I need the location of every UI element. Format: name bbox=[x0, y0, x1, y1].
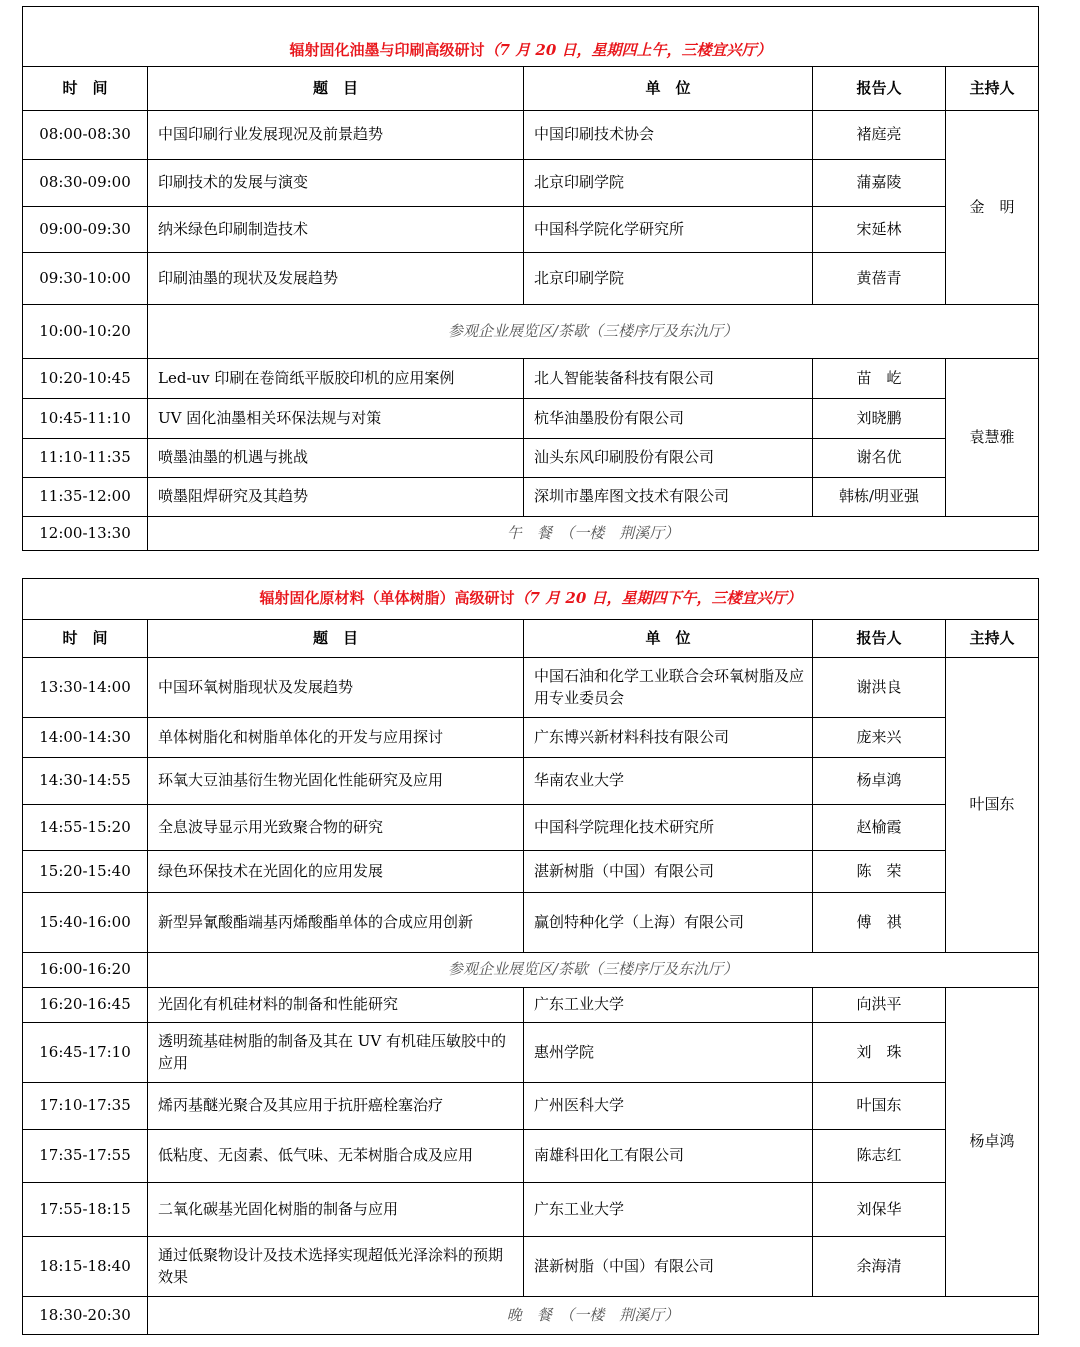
header-topic: 题 目 bbox=[148, 67, 524, 111]
table-row bbox=[23, 988, 1039, 1023]
time-cell: 17:10-17:35 bbox=[23, 1083, 148, 1130]
break-row bbox=[23, 953, 1039, 988]
unit-cell: 华南农业大学 bbox=[524, 758, 813, 805]
table-row bbox=[23, 658, 1039, 718]
afternoon-title-sub: （7 月 20 日，星期四下午，三楼宜兴厅） bbox=[514, 589, 802, 608]
speaker-cell: 黄蓓青 bbox=[813, 253, 946, 305]
unit-cell: 中国科学院理化技术研究所 bbox=[524, 805, 813, 851]
unit-cell: 广东工业大学 bbox=[524, 1183, 813, 1237]
host-cell: 叶国东 bbox=[946, 658, 1039, 953]
speaker-cell: 赵榆霞 bbox=[813, 805, 946, 851]
break-row bbox=[23, 1297, 1039, 1335]
header-topic: 题 目 bbox=[148, 620, 524, 658]
topic-cell: 光固化有机硅材料的制备和性能研究 bbox=[148, 988, 524, 1023]
speaker-cell: 蒲嘉陵 bbox=[813, 160, 946, 207]
speaker-cell: 傅 祺 bbox=[813, 893, 946, 953]
break-cell: 午 餐 （一楼 荆溪厅） bbox=[148, 517, 1039, 551]
time-cell: 15:20-15:40 bbox=[23, 851, 148, 893]
topic-cell: 环氧大豆油基衍生物光固化性能研究及应用 bbox=[148, 758, 524, 805]
topic-cell: 绿色环保技术在光固化的应用发展 bbox=[148, 851, 524, 893]
speaker-cell: 刘保华 bbox=[813, 1183, 946, 1237]
table-row bbox=[23, 1023, 1039, 1083]
time-cell: 10:00-10:20 bbox=[23, 305, 148, 359]
unit-cell: 南雄科田化工有限公司 bbox=[524, 1130, 813, 1183]
speaker-cell: 韩栋/明亚强 bbox=[813, 478, 946, 517]
table-row bbox=[23, 718, 1039, 758]
topic-cell: Led-uv 印刷在卷筒纸平版胶印机的应用案例 bbox=[148, 359, 524, 399]
table-row bbox=[23, 439, 1039, 478]
speaker-cell: 陈 荣 bbox=[813, 851, 946, 893]
speaker-cell: 叶国东 bbox=[813, 1083, 946, 1130]
time-cell: 18:15-18:40 bbox=[23, 1237, 148, 1297]
table-row bbox=[23, 253, 1039, 305]
table-row bbox=[23, 1130, 1039, 1183]
header-unit: 单 位 bbox=[524, 620, 813, 658]
unit-cell: 北人智能装备科技有限公司 bbox=[524, 359, 813, 399]
unit-cell: 北京印刷学院 bbox=[524, 253, 813, 305]
unit-cell: 广东博兴新材料科技有限公司 bbox=[524, 718, 813, 758]
time-cell: 12:00-13:30 bbox=[23, 517, 148, 551]
time-cell: 09:00-09:30 bbox=[23, 207, 148, 253]
topic-cell: 新型异氰酸酯端基丙烯酸酯单体的合成应用创新 bbox=[148, 893, 524, 953]
time-cell: 14:30-14:55 bbox=[23, 758, 148, 805]
speaker-cell: 谢名优 bbox=[813, 439, 946, 478]
unit-cell: 惠州学院 bbox=[524, 1023, 813, 1083]
time-cell: 18:30-20:30 bbox=[23, 1297, 148, 1335]
time-cell: 16:00-16:20 bbox=[23, 953, 148, 988]
time-cell: 17:55-18:15 bbox=[23, 1183, 148, 1237]
morning-title-sub: （7 月 20 日，星期四上午，三楼宜兴厅） bbox=[484, 41, 772, 60]
table-row bbox=[23, 160, 1039, 207]
topic-cell: 二氧化碳基光固化树脂的制备与应用 bbox=[148, 1183, 524, 1237]
speaker-cell: 宋延林 bbox=[813, 207, 946, 253]
time-cell: 13:30-14:00 bbox=[23, 658, 148, 718]
speaker-cell: 谢洪良 bbox=[813, 658, 946, 718]
morning-section-title bbox=[23, 7, 1039, 67]
time-cell: 11:35-12:00 bbox=[23, 478, 148, 517]
unit-cell: 广东工业大学 bbox=[524, 988, 813, 1023]
morning-title-row bbox=[23, 7, 1039, 67]
header-speaker: 报告人 bbox=[813, 67, 946, 111]
time-cell: 17:35-17:55 bbox=[23, 1130, 148, 1183]
afternoon-schedule-table bbox=[22, 578, 1039, 1335]
speaker-cell: 庞来兴 bbox=[813, 718, 946, 758]
unit-cell: 广州医科大学 bbox=[524, 1083, 813, 1130]
unit-cell: 中国石油和化学工业联合会环氧树脂及应用专业委员会 bbox=[524, 658, 813, 718]
table-row bbox=[23, 758, 1039, 805]
header-time: 时 间 bbox=[23, 620, 148, 658]
speaker-cell: 褚庭亮 bbox=[813, 111, 946, 160]
unit-cell: 汕头东风印刷股份有限公司 bbox=[524, 439, 813, 478]
topic-cell: 喷墨油墨的机遇与挑战 bbox=[148, 439, 524, 478]
table-row bbox=[23, 359, 1039, 399]
topic-cell: 全息波导显示用光致聚合物的研究 bbox=[148, 805, 524, 851]
time-cell: 16:20-16:45 bbox=[23, 988, 148, 1023]
break-cell: 参观企业展览区/茶歇（三楼序厅及东氿厅） bbox=[148, 953, 1039, 988]
afternoon-header-row bbox=[23, 620, 1039, 658]
topic-cell: 透明巯基硅树脂的制备及其在 UV 有机硅压敏胶中的应用 bbox=[148, 1023, 524, 1083]
topic-cell: 印刷技术的发展与演变 bbox=[148, 160, 524, 207]
speaker-cell: 刘晓鹏 bbox=[813, 399, 946, 439]
table-row bbox=[23, 478, 1039, 517]
host-cell: 杨卓鸿 bbox=[946, 988, 1039, 1297]
host-cell: 袁慧雅 bbox=[946, 359, 1039, 517]
unit-cell: 中国科学院化学研究所 bbox=[524, 207, 813, 253]
table-row bbox=[23, 399, 1039, 439]
time-cell: 16:45-17:10 bbox=[23, 1023, 148, 1083]
unit-cell: 北京印刷学院 bbox=[524, 160, 813, 207]
table-row bbox=[23, 805, 1039, 851]
topic-cell: 纳米绿色印刷制造技术 bbox=[148, 207, 524, 253]
time-cell: 09:30-10:00 bbox=[23, 253, 148, 305]
topic-cell: 烯丙基醚光聚合及其应用于抗肝癌栓塞治疗 bbox=[148, 1083, 524, 1130]
speaker-cell: 杨卓鸿 bbox=[813, 758, 946, 805]
time-cell: 08:00-08:30 bbox=[23, 111, 148, 160]
table-row bbox=[23, 111, 1039, 160]
table-row bbox=[23, 1237, 1039, 1297]
speaker-cell: 陈志红 bbox=[813, 1130, 946, 1183]
header-host: 主持人 bbox=[946, 620, 1039, 658]
topic-cell: 低粘度、无卤素、低气味、无苯树脂合成及应用 bbox=[148, 1130, 524, 1183]
speaker-cell: 余海清 bbox=[813, 1237, 946, 1297]
break-row bbox=[23, 517, 1039, 551]
header-host: 主持人 bbox=[946, 67, 1039, 111]
morning-header-row bbox=[23, 67, 1039, 111]
topic-cell: 通过低聚物设计及技术选择实现超低光泽涂料的预期效果 bbox=[148, 1237, 524, 1297]
table-row bbox=[23, 1183, 1039, 1237]
time-cell: 10:45-11:10 bbox=[23, 399, 148, 439]
topic-cell: 喷墨阻焊研究及其趋势 bbox=[148, 478, 524, 517]
topic-cell: UV 固化油墨相关环保法规与对策 bbox=[148, 399, 524, 439]
topic-cell: 印刷油墨的现状及发展趋势 bbox=[148, 253, 524, 305]
table-row bbox=[23, 1083, 1039, 1130]
speaker-cell: 向洪平 bbox=[813, 988, 946, 1023]
time-cell: 11:10-11:35 bbox=[23, 439, 148, 478]
time-cell: 08:30-09:00 bbox=[23, 160, 148, 207]
table-row bbox=[23, 207, 1039, 253]
table-row bbox=[23, 893, 1039, 953]
time-cell: 14:00-14:30 bbox=[23, 718, 148, 758]
speaker-cell: 苗 屹 bbox=[813, 359, 946, 399]
speaker-cell: 刘 珠 bbox=[813, 1023, 946, 1083]
break-row bbox=[23, 305, 1039, 359]
header-time: 时 间 bbox=[23, 67, 148, 111]
header-speaker: 报告人 bbox=[813, 620, 946, 658]
morning-title-main: 辐射固化油墨与印刷高级研讨 bbox=[289, 41, 485, 60]
unit-cell: 湛新树脂（中国）有限公司 bbox=[524, 1237, 813, 1297]
break-cell: 参观企业展览区/茶歇（三楼序厅及东氿厅） bbox=[148, 305, 1039, 359]
time-cell: 15:40-16:00 bbox=[23, 893, 148, 953]
time-cell: 10:20-10:45 bbox=[23, 359, 148, 399]
topic-cell: 中国印刷行业发展现况及前景趋势 bbox=[148, 111, 524, 160]
header-unit: 单 位 bbox=[524, 67, 813, 111]
unit-cell: 杭华油墨股份有限公司 bbox=[524, 399, 813, 439]
unit-cell: 湛新树脂（中国）有限公司 bbox=[524, 851, 813, 893]
time-cell: 14:55-15:20 bbox=[23, 805, 148, 851]
unit-cell: 深圳市墨库图文技术有限公司 bbox=[524, 478, 813, 517]
host-cell: 金 明 bbox=[946, 111, 1039, 305]
morning-schedule-table bbox=[22, 6, 1039, 551]
unit-cell: 赢创特种化学（上海）有限公司 bbox=[524, 893, 813, 953]
afternoon-section-title bbox=[23, 579, 1039, 620]
break-cell: 晚 餐 （一楼 荆溪厅） bbox=[148, 1297, 1039, 1335]
topic-cell: 单体树脂化和树脂单体化的开发与应用探讨 bbox=[148, 718, 524, 758]
topic-cell: 中国环氧树脂现状及发展趋势 bbox=[148, 658, 524, 718]
table-row bbox=[23, 851, 1039, 893]
afternoon-title-main: 辐射固化原材料（单体树脂）高级研讨 bbox=[259, 589, 515, 608]
unit-cell: 中国印刷技术协会 bbox=[524, 111, 813, 160]
afternoon-title-row bbox=[23, 579, 1039, 620]
